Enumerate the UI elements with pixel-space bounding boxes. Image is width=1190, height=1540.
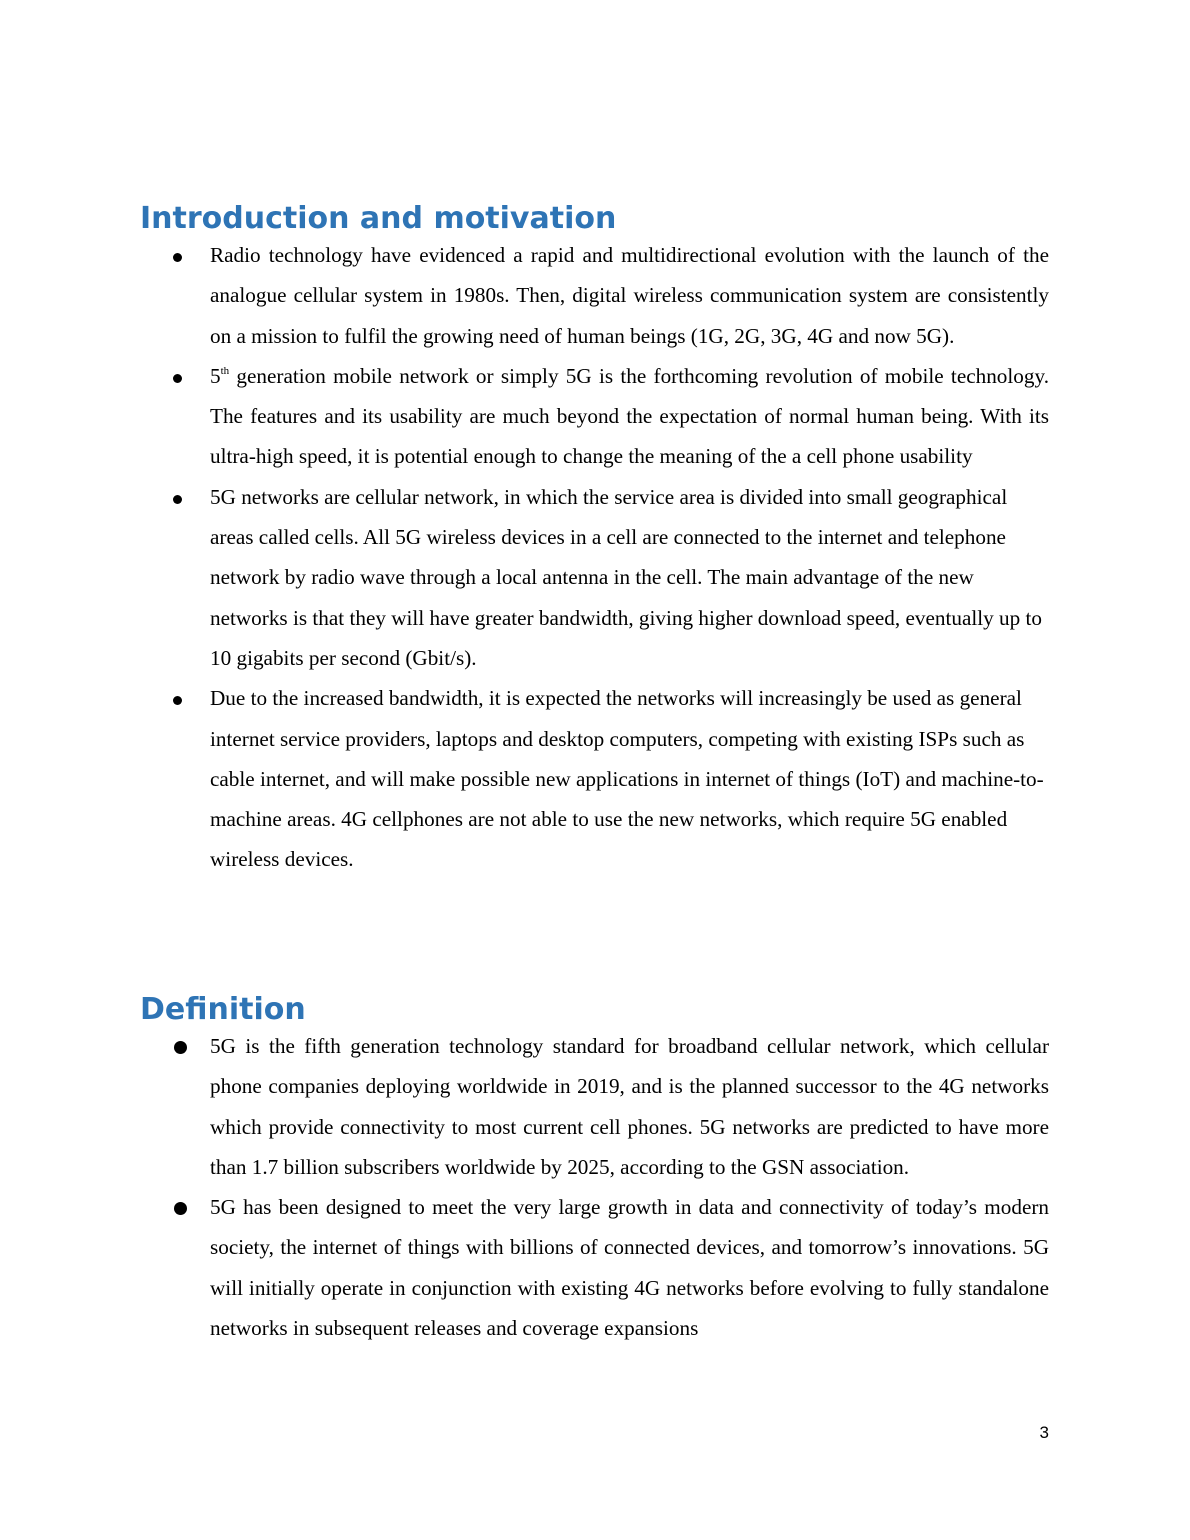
ordinal-superscript: th (220, 364, 230, 377)
list-item (0, 477, 1190, 678)
list-item (0, 1026, 1190, 1187)
bullet-icon (174, 1202, 187, 1215)
list-item (0, 235, 1190, 356)
bullet-icon (173, 696, 182, 705)
bullet-text-prefix: 5 (210, 363, 221, 388)
bullet-icon (173, 253, 182, 262)
bullet-text: 5G is the fifth generation technology standard for broadband cellular network, which cellular phone companies deploying worldwide in 2019, and is the planned successor to the 4G networks which provide connectivity to most current cell phones. 5G networks are predicted to have more than 1.7 billion subscribers worldwide by 2025, according to the GSN association. (210, 1034, 1049, 1179)
definition-bullet-list (0, 1026, 1190, 1348)
bullet-text: Due to the increased bandwidth, it is expected the networks will increasingly be used as general internet service providers, laptops and desktop computers, competing with existing ISPs such as cable internet, and will make possible new applications in internet of things (IoT) and machine-to-machine areas. 4G cellphones are not able to use the new networks, which require 5G enabled wireless devices. (210, 686, 1044, 872)
bullet-icon (173, 374, 182, 383)
bullet-text: 5G networks are cellular network, in which the service area is divided into small geographical areas called cells. All 5G wireless devices in a cell are connected to the internet and telephone network by radio wave through a local antenna in the cell. The main advantage of the new networks is that they will have greater bandwidth, giving higher download speed, eventually up to 10 gigabits per second (Gbit/s). (210, 484, 1043, 670)
bullet-text (210, 356, 1049, 477)
list-item (0, 1187, 1190, 1348)
bullet-text-body: generation mobile network or simply 5G is the forthcoming revolution of mobile technology. The features and its usability are much beyond the expectation of normal human being. With its ultra-high speed, it is potential enough to change the meaning of the a cell phone usability (210, 363, 1049, 469)
section-heading-definition: Definition (140, 992, 306, 1027)
page-number: 3 (1039, 1423, 1049, 1442)
list-item (0, 356, 1190, 477)
section-heading-introduction: Introduction and motivation (140, 201, 617, 236)
bullet-text: 5G has been designed to meet the very large growth in data and connectivity of today’s modern society, the internet of things with billions of connected devices, and tomorrow’s innovations. 5G will initially operate in conjunction with existing 4G networks before evolving to fully standalone networks in subsequent releases and coverage expansions (210, 1195, 1049, 1341)
bullet-icon (173, 495, 182, 504)
bullet-text: Radio technology have evidenced a rapid and multidirectional evolution with the launch of the analogue cellular system in 1980s. Then, digital wireless communication system are consistently on a mission to fulfil the growing need of human beings (1G, 2G, 3G, 4G and now 5G). (210, 243, 1049, 348)
list-item (0, 678, 1190, 879)
bullet-icon (174, 1041, 187, 1054)
introduction-bullet-list (0, 235, 1190, 880)
